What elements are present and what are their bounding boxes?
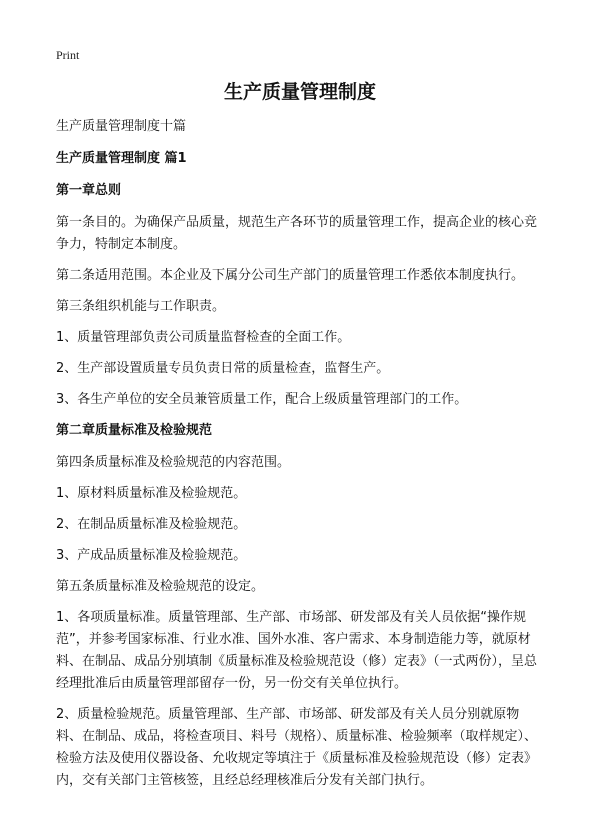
list-item: 2、在制品质量标准及检验规范。: [56, 517, 247, 532]
paragraph: 第二条适用范围。本企业及下属分公司生产部门的质量管理工作悉依本制度执行。: [56, 268, 525, 283]
paragraph: 第一条目的。为确保产品质量，规范生产各环节的质量管理工作，提高企业的核心竞争力，特制定本制度。: [56, 215, 538, 252]
print-link[interactable]: Print: [56, 48, 80, 62]
chapter-1-heading: 第一章总则: [56, 183, 122, 198]
document-body: [56, 116, 544, 801]
list-item: 2、生产部设置质量专员负责日常的质量检查，监督生产。: [56, 361, 390, 376]
article-heading: 生产质量管理制度 篇1: [56, 151, 187, 166]
list-item: 3、各生产单位的安全员兼管质量工作，配合上级质量管理部门的工作。: [56, 392, 468, 407]
list-item: 1、原材料质量标准及检验规范。: [56, 486, 247, 501]
document-subtitle: 生产质量管理制度十篇: [56, 119, 187, 134]
page-title: 生产质量管理制度: [223, 81, 376, 103]
chapter-2-heading: 第二章质量标准及检验规范: [56, 423, 213, 438]
list-item: 1、质量管理部负责公司质量监督检查的全面工作。: [56, 330, 351, 345]
paragraph: 1、各项质量标准。质量管理部、生产部、市场部、研发部及有关人员依据“操作规范”，并参考国家标准、行业水准、国外水准、客户需求、本身制造能力等，就原材料、在制品、成品分别填制《质量标准及检验规范设（修）定表》（一式两份），呈总经理批准后由质量管理部留存一份，另一份交有关单位执行。: [56, 610, 538, 691]
paragraph: 第三条组织机能与工作职责。: [56, 299, 226, 314]
paragraph: 2、质量检验规范。质量管理部、生产部、市场部、研发部及有关人员分别就原物料、在制品、成品，将检查项目、料号（规格）、质量标准、检验频率（取样规定）、检验方法及使用仪器设备、允收规定等填注于《质量标准及检验规范设（修）定表》内，交有关部门主管核签，且经总经理核准后分发有关部门执行。: [56, 707, 538, 788]
list-item: 3、产成品质量标准及检验规范。: [56, 548, 247, 563]
paragraph: 第四条质量标准及检验规范的内容范围。: [56, 455, 291, 470]
paragraph: 第五条质量标准及检验规范的设定。: [56, 579, 265, 594]
